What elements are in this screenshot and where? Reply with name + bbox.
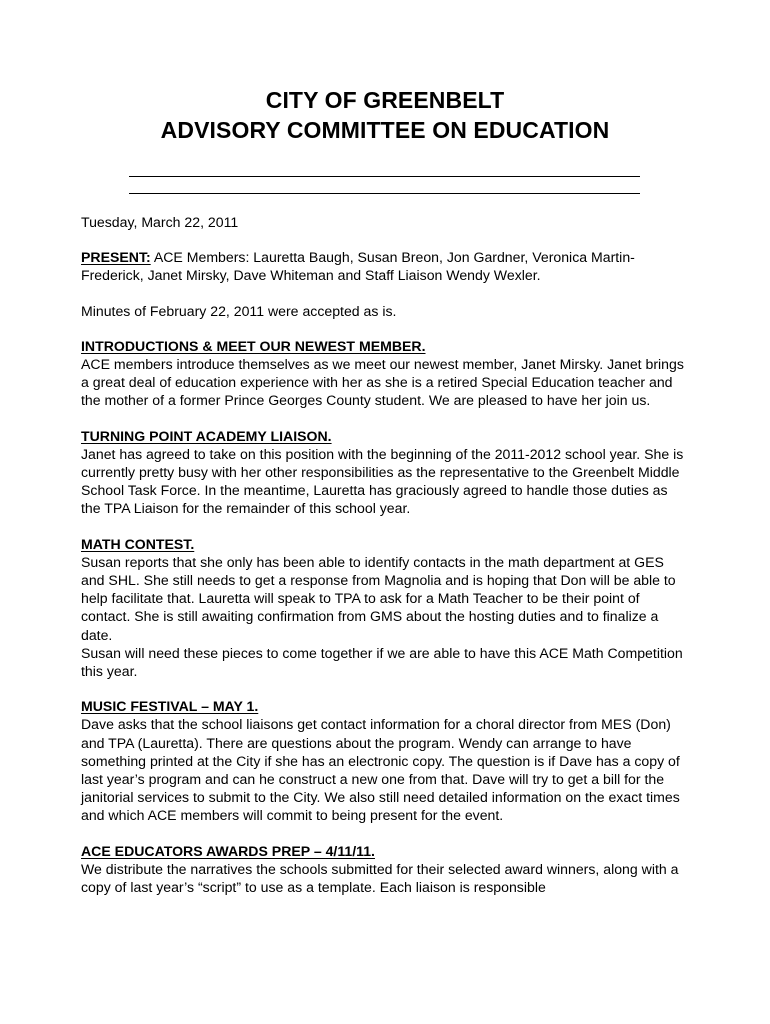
section-introductions bbox=[81, 337, 691, 410]
minutes-body bbox=[81, 213, 691, 913]
document-title-city: CITY OF GREENBELT bbox=[265, 87, 505, 113]
attendance-paragraph bbox=[81, 248, 691, 284]
document-title-committee: ADVISORY COMMITTEE ON EDUCATION bbox=[160, 117, 610, 143]
section-math-contest bbox=[81, 535, 691, 681]
section-music-festival bbox=[81, 697, 691, 824]
section-body: ACE members introduce themselves as we meet our newest member, Janet Mirsky. Janet brings a great deal of education experience with her as she is a retired Special Education teacher and the mother of a former Prince Georges County student. We are pleased to have her join us. bbox=[81, 356, 684, 409]
section-heading: ACE EDUCATORS AWARDS PREP – 4/11/11. bbox=[81, 842, 375, 859]
section-heading: MATH CONTEST. bbox=[81, 535, 195, 552]
section-heading: MUSIC FESTIVAL – MAY 1. bbox=[81, 698, 259, 715]
section-heading: INTRODUCTIONS & MEET OUR NEWEST MEMBER. bbox=[81, 337, 426, 354]
section-body-continued: Susan will need these pieces to come together if we are able to have this ACE Math Competition this year. bbox=[81, 644, 683, 680]
minutes-approval: Minutes of February 22, 2011 were accepted as is. bbox=[81, 302, 397, 319]
present-members: ACE Members: Lauretta Baugh, Susan Breon, Jon Gardner, Veronica Martin-Frederick, Janet Mirsky, Dave Whiteman and Staff Liaison Wendy Wexler. bbox=[81, 249, 635, 284]
meeting-date: Tuesday, March 22, 2011 bbox=[81, 214, 239, 230]
present-label: PRESENT: bbox=[81, 249, 151, 266]
header-divider-bottom bbox=[129, 193, 640, 194]
section-body: Susan reports that she only has been able to identify contacts in the math department at GES and SHL. She still needs to get a response from Magnolia and is hoping that Don will be able to help facilitate that. Lauretta will speak to TPA to ask for a Math Teacher to be their point of contact. She is still awaiting confirmation from GMS about the hosting duties and to finalize a date. bbox=[81, 553, 676, 643]
section-body: Dave asks that the school liaisons get contact information for a choral director from MES (Don) and TPA (Lauretta). There are questions about the program. Wendy can arrange to have something printed at the City if she has an electronic copy. The question is if Dave has a copy of last year’s program and can he construct a new one from that. Dave will try to get a bill for the janitorial services to submit to the City. We also still need detailed information on the exact times and which ACE members will commit to being present for the event. bbox=[81, 716, 680, 824]
section-heading: TURNING POINT ACADEMY LIAISON. bbox=[81, 427, 332, 444]
header-divider-top bbox=[129, 176, 640, 177]
section-body: We distribute the narratives the schools submitted for their selected award winners, along with a copy of last year’s “script” to use as a template. Each liaison is responsible bbox=[81, 860, 679, 896]
section-turning-point bbox=[81, 427, 691, 518]
section-body: Janet has agreed to take on this position with the beginning of the 2011-2012 school year. She is currently pretty busy with her other responsibilities as the representative to the Greenbelt Middle School Task Force. In the meantime, Lauretta has graciously agreed to handle those duties as the TPA Liaison for the remainder of this school year. bbox=[81, 445, 684, 517]
section-awards-prep bbox=[81, 842, 691, 897]
